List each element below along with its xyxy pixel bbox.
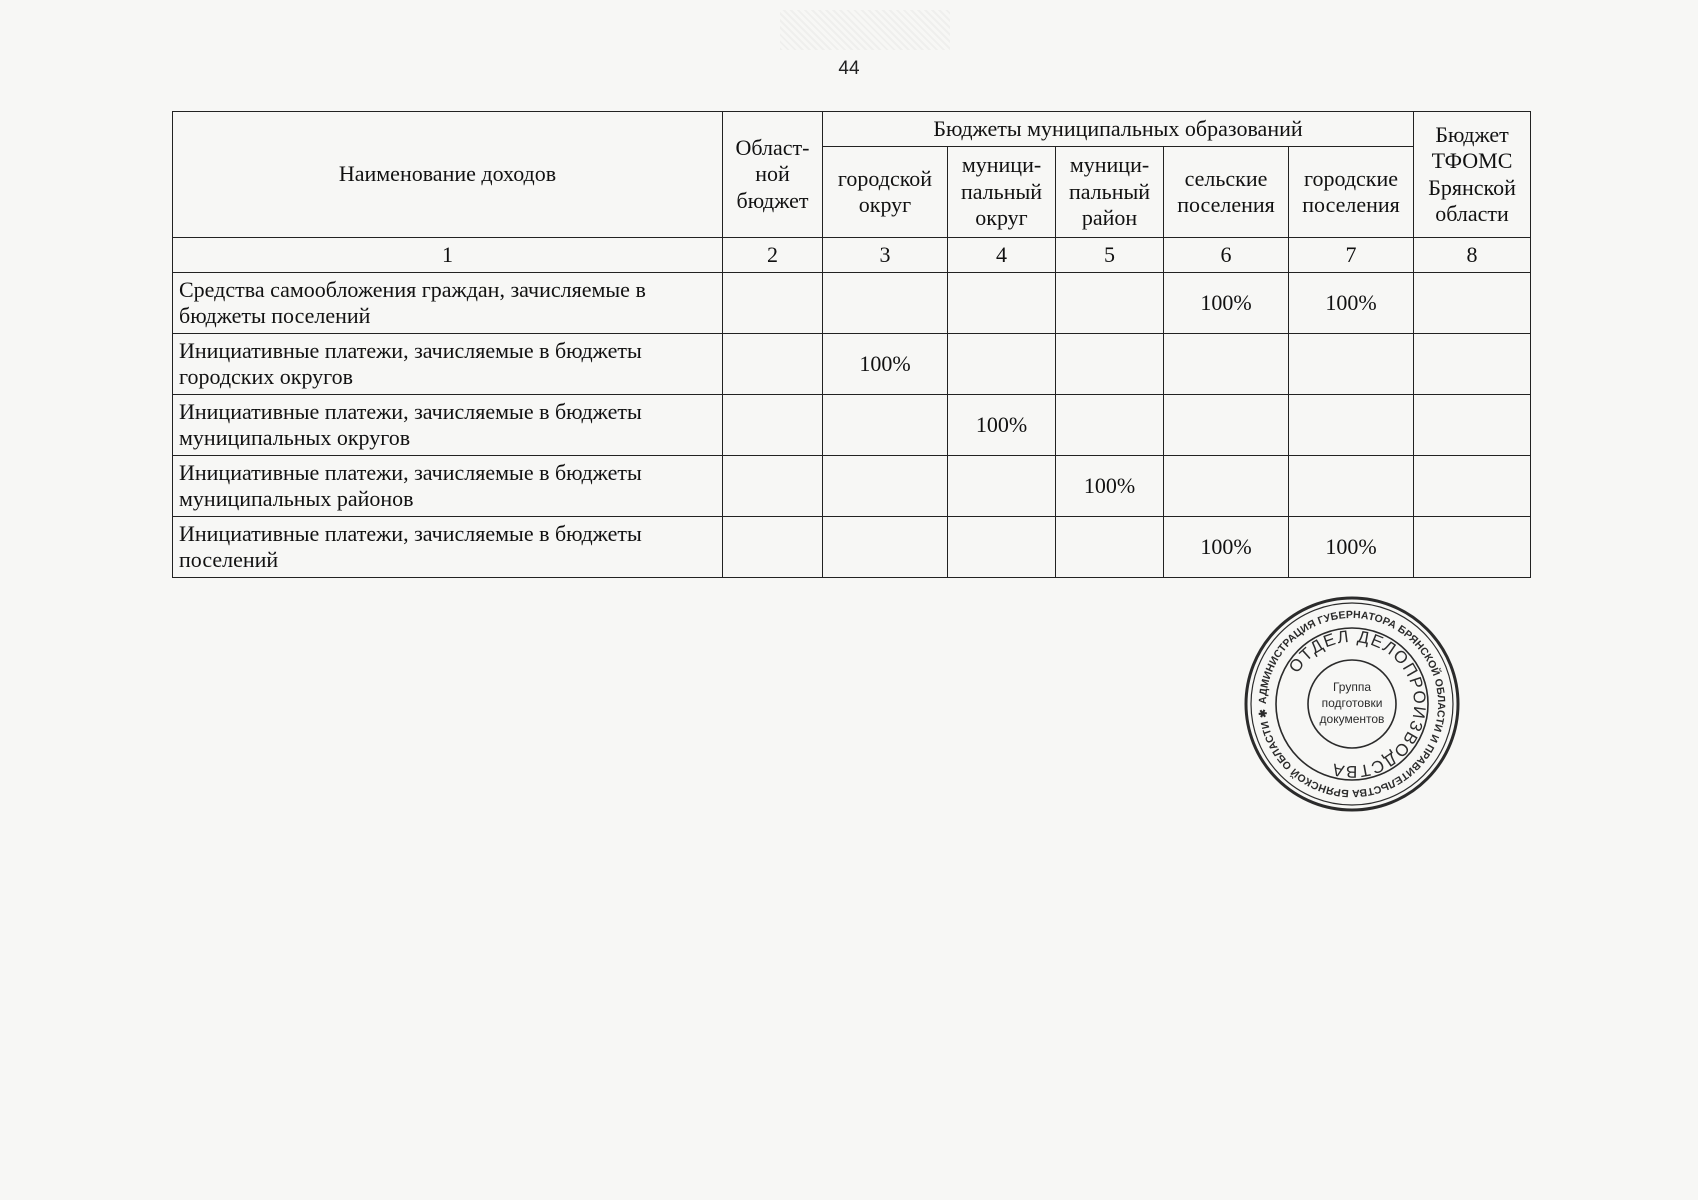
share-cell (823, 395, 948, 456)
share-cell (1414, 334, 1531, 395)
column-number: 3 (823, 238, 948, 273)
header-rural-settlements: сельские поселения (1164, 147, 1289, 238)
header-municipal-rayon: муници- пальный район (1056, 147, 1164, 238)
table-row (173, 456, 1531, 517)
header-regional-budget: Област- ной бюджет (723, 112, 823, 238)
share-cell (1056, 273, 1164, 334)
column-number: 7 (1289, 238, 1414, 273)
stamp-outer-text: АДМИНИСТРАЦИЯ ГУБЕРНАТОРА БРЯНСКОЙ ОБЛАСТИ И ПРАВИТЕЛЬСТВА БРЯНСКОЙ ОБЛАСТИ ✱ (1256, 608, 1448, 800)
header-urban-district: городской округ (823, 147, 948, 238)
column-number: 5 (1056, 238, 1164, 273)
share-cell (1164, 456, 1289, 517)
share-cell (948, 456, 1056, 517)
column-number: 4 (948, 238, 1056, 273)
share-cell (1414, 395, 1531, 456)
share-cell (1289, 456, 1414, 517)
share-cell (1414, 517, 1531, 578)
header-municipal-budgets: Бюджеты муниципальных образований (823, 112, 1414, 147)
stamp-inner-text: ОТДЕЛ ДЕЛОПРОИЗВОДСТВА (1285, 626, 1430, 782)
share-cell (1289, 334, 1414, 395)
share-cell (723, 517, 823, 578)
share-cell (1414, 456, 1531, 517)
income-name-cell: Инициативные платежи, зачисляемые в бюджеты городских округов (173, 334, 723, 395)
table-row (173, 395, 1531, 456)
share-cell: 100% (823, 334, 948, 395)
column-number: 1 (173, 238, 723, 273)
share-cell: 100% (1056, 456, 1164, 517)
column-number: 2 (723, 238, 823, 273)
share-cell (823, 273, 948, 334)
share-cell (723, 395, 823, 456)
header-urban-settlements: городские поселения (1289, 147, 1414, 238)
share-cell (723, 273, 823, 334)
income-name-cell: Инициативные платежи, зачисляемые в бюджеты муниципальных округов (173, 395, 723, 456)
share-cell (1414, 273, 1531, 334)
table-row (173, 517, 1531, 578)
page-number: 44 (838, 58, 860, 79)
scan-artifact (780, 10, 950, 50)
income-name-cell: Инициативные платежи, зачисляемые в бюджеты муниципальных районов (173, 456, 723, 517)
share-cell: 100% (1289, 273, 1414, 334)
share-cell (1056, 334, 1164, 395)
office-stamp (1242, 594, 1462, 814)
share-cell: 100% (1289, 517, 1414, 578)
share-cell (823, 517, 948, 578)
income-distribution-table (172, 111, 1531, 578)
table-row (173, 273, 1531, 334)
column-number-row (173, 238, 1531, 273)
income-name-cell: Инициативные платежи, зачисляемые в бюджеты поселений (173, 517, 723, 578)
header-municipal-okrug: муници- пальный округ (948, 147, 1056, 238)
income-name-cell: Средства самообложения граждан, зачисляемые в бюджеты поселений (173, 273, 723, 334)
share-cell (723, 456, 823, 517)
header-tfoms-budget: Бюджет ТФОМС Брянской области (1414, 112, 1531, 238)
share-cell (723, 334, 823, 395)
share-cell (1056, 395, 1164, 456)
share-cell: 100% (1164, 517, 1289, 578)
column-number: 6 (1164, 238, 1289, 273)
share-cell (948, 517, 1056, 578)
share-cell: 100% (1164, 273, 1289, 334)
column-number: 8 (1414, 238, 1531, 273)
share-cell (1056, 517, 1164, 578)
stamp-center-line: Группа (1332, 680, 1372, 694)
share-cell (823, 456, 948, 517)
share-cell (1164, 395, 1289, 456)
share-cell (948, 334, 1056, 395)
share-cell (1164, 334, 1289, 395)
share-cell (948, 273, 1056, 334)
table-row (173, 334, 1531, 395)
share-cell: 100% (948, 395, 1056, 456)
stamp-center-line: подготовки (1321, 696, 1383, 710)
share-cell (1289, 395, 1414, 456)
header-income-name: Наименование доходов (173, 112, 723, 238)
stamp-center-line: документов (1319, 712, 1385, 726)
